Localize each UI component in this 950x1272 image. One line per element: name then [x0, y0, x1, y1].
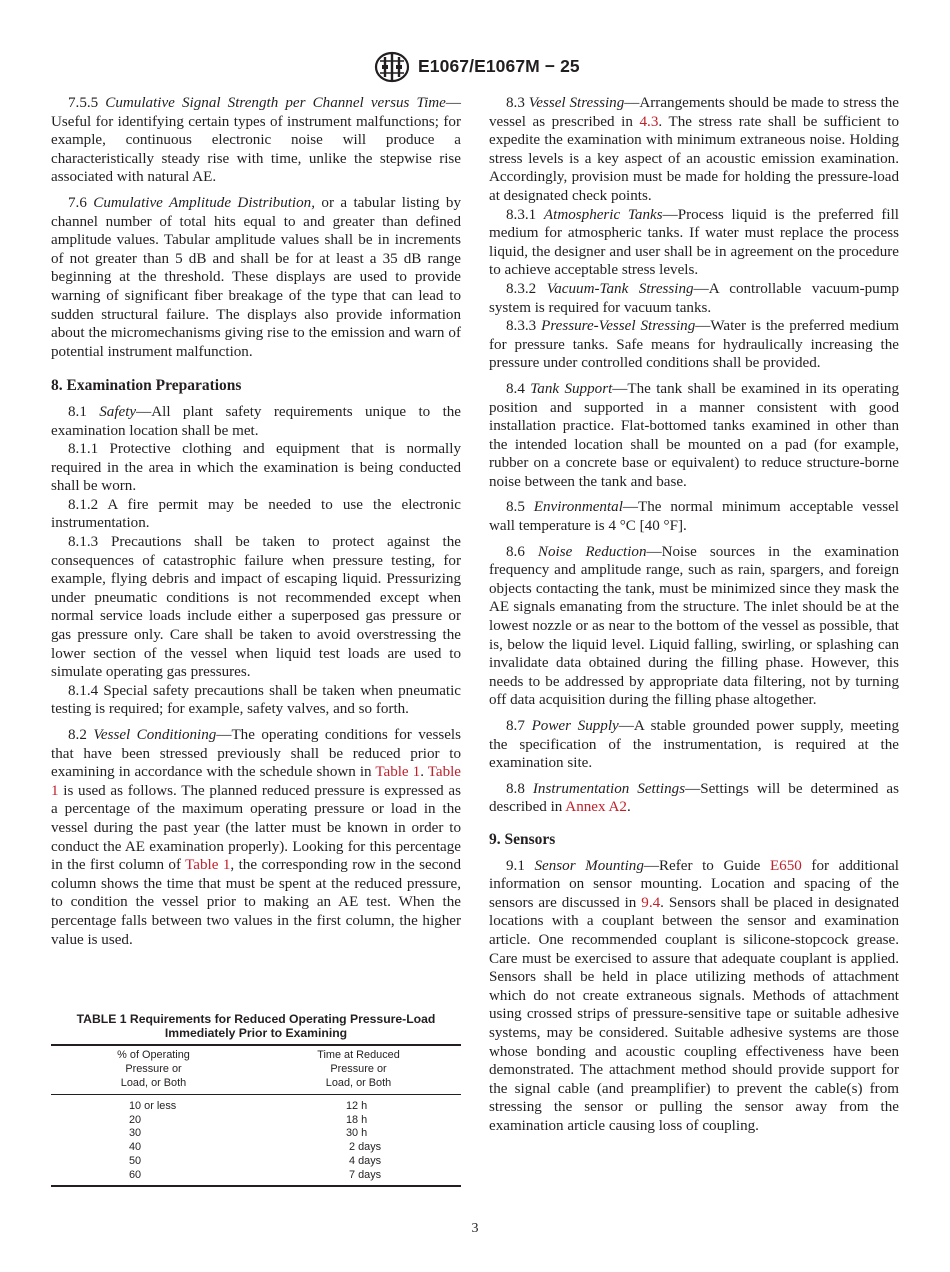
- table-row: 10 or less 12 h: [129, 1099, 368, 1112]
- table-1-link[interactable]: Table 1: [375, 764, 421, 781]
- paragraph-8-1-3: 8.1.3 Precautions shall be taken to protect against the consequences of catastrophic failure when pressure testing, for example, flying debris and impact of escaping liquid. Pressurizing under pneumatic conditions is not recommended except when normal service loads include either a superposed gas pressure or gas pressure only. Care shall be taken to avoid overstressing the lower section of the vessel when liquid test loads are used to simulate operating gas pressures.: [51, 534, 461, 681]
- e650-link[interactable]: E650: [769, 857, 802, 874]
- table-row: 50 4 days: [129, 1154, 382, 1167]
- section-4-3-link[interactable]: 4.3: [639, 113, 659, 130]
- paragraph-8-3-2: 8.3.2 Vacuum-Tank Stressing—A controllable vacuum-pump system is required for vacuum tanks.: [489, 280, 900, 316]
- paragraph-8-3-1: 8.3.1 Atmospheric Tanks—Process liquid is the preferred fill medium for atmospheric tanks. If water must replace the process liquid, the designer and user shall be in agreement on the procedure to achieve acceptable stress levels.: [489, 206, 899, 279]
- page-number: 3: [471, 1221, 479, 1236]
- paragraph-8-1: 8.1 Safety—All plant safety requirements unique to the examination location shall be met.: [51, 403, 462, 439]
- paragraph-8-1-2: 8.1.2 A fire permit may be needed to use the electronic instrumentation.: [51, 496, 461, 532]
- section-heading-8: 8. Examination Preparations: [51, 377, 242, 395]
- paragraph-8-1-4: 8.1.4 Special safety precautions shall be taken when pneumatic testing is required; for example, safety valves, and so forth.: [51, 682, 461, 718]
- table-1: [51, 1012, 461, 1187]
- paragraph-8-1-1: 8.1.1 Protective clothing and equipment that is normally required in the area in which the examination is being conducted shall be worn.: [51, 441, 461, 495]
- paragraph-8-7: 8.7 Power Supply—A stable grounded power supply, meeting the specification of the instrumentation, is required at the examination site.: [489, 718, 899, 772]
- table-row: 40 2 days: [129, 1141, 382, 1154]
- section-9-4-link[interactable]: 9.4: [641, 894, 661, 911]
- paragraph-8-8: 8.8 Instrumentation Settings—Settings will be determined as described in Annex A2.: [489, 780, 900, 816]
- astm-logo-icon: [374, 51, 410, 83]
- paragraph-9-1: 9.1 Sensor Mounting—Refer to Guide E650 for additional information on sensor mounting. Location and spacing of the sensors are discussed in 9.4. Sensors shall be placed in designated locations with a couplant between the sensor and examination article. One recommended couplant is silicone-stopcock grease. Care must be exercised to assure that adequate couplant is applied. Sensors shall be held in place utilizing methods of attachment which do not create extraneous signals. Methods of attachment using crossed strips of pressure-sensitive tape or suitable adhesive systems, may be considered. Suitable adhesive systems are those whose bonding and acoustic coupling effectiveness have been demonstrated. The attachment method should provide support for the signal cable (and preamplifier) to prevent the cable(s) from stressing the sensor or pulling the sensor away from the examination article causing loss of coupling.: [489, 857, 900, 1134]
- paragraph-8-6: 8.6 Noise Reduction—Noise sources in the examination frequency and amplitude range, such as rain, spargers, and foreign objects contacting the tank, must be minimized since they mask the AE signals emanating from the structure. The inlet should be at the lowest nozzle or as near to the bottom of the vessel as possible, that is, below the liquid level. Liquid falling, swirling, or splashing can invalidate data obtained during the filling phase. However, this needs to be addressed by appropriate data filtering, not by turning off data acquisition during the filling phase altogether.: [489, 543, 899, 709]
- paragraph-8-5: 8.5 Environmental—The normal minimum acceptable vessel wall temperature is 4 °C [40 °F].: [489, 499, 899, 535]
- paragraph-8-4: 8.4 Tank Support—The tank shall be examined in its operating position and supported in a manner consistent with good installation practice. Flat-bottomed tanks examined in other than the intended location shall be mounted on a pad (for example, rubber on a concrete base or equivalent) to reduce structure-borne noise between the tank and base.: [489, 380, 899, 490]
- document-id: E1067/E1067M − 25: [418, 56, 580, 76]
- table-1-link[interactable]: Table 1: [51, 764, 462, 799]
- paragraph-8-3: 8.3 Vessel Stressing—Arrangements should be made to stress the vessel as prescribed in 4.3. The stress rate shall be sufficient to expedite the examination with minimum extraneous noise. Holding stress levels is a key aspect of an acoustic emission examination. Accordingly, provision must be made for holding the pressure-load at designated check points.: [489, 95, 899, 204]
- right-column: [489, 94, 899, 1135]
- table-row: 20 18 h: [129, 1113, 368, 1126]
- column-header-time: Time at Reduced Pressure or Load, or Both: [256, 1045, 461, 1094]
- table-1-link[interactable]: Table 1: [185, 857, 231, 874]
- paragraph-7-6: 7.6 Cumulative Amplitude Distribution, or a tabular listing by channel number of total hits equal to and greater than defined amplitude values. Tabular amplitude values shall be in increments of not greater than 5 dB and shall be for at least a 35 dB range beginning at the threshold. These displays are used to provide warning of significant fiber breakage of the type that can lead to sudden structural failure. The displays also provide information about the micromechanisms giving rise to the emission and warn of potential instrument malfunction.: [51, 194, 461, 360]
- table-row: 30 30 h: [129, 1127, 368, 1140]
- requirements-table: [51, 1044, 461, 1186]
- section-heading-9: 9. Sensors: [489, 830, 556, 848]
- table-caption: TABLE 1 Requirements for Reduced Operating Pressure-Load Immediately Prior to Examining: [76, 1012, 436, 1041]
- column-header-pressure: % of Operating Pressure or Load, or Both: [51, 1045, 256, 1094]
- paragraph-8-2: 8.2 Vessel Conditioning—The operating conditions for vessels that have been stressed previously shall be reduced prior to examining in accordance with the schedule shown in Table 1. Table 1 is used as follows. The planned reduced pressure is expressed as a percentage of the maximum operating pressure or load in the vessel during the past year (the latter must be known in order to conduct the AE examination properly). Looking for this percentage in the first column of Table 1, the corresponding row in the second column shows the time that must be spent at the reduced pressure, to condition the vessel prior to making an AE test. When the percentage falls between two values in the first column, the higher value is used.: [51, 727, 462, 948]
- paragraph-8-3-3: 8.3.3 Pressure-Vessel Stressing—Water is the preferred medium for pressure tanks. Safe means for hydraulically increasing the pressure under controlled conditions shall be provided.: [489, 318, 899, 372]
- page-header: [0, 50, 950, 86]
- paragraph-7-5-5: 7.5.5 Cumulative Signal Strength per Channel versus Time—Useful for identifying certain types of instrument malfunctions; for example, continuous electronic noise will produce a characteristically steady rise with time, unlike the stepwise rise associated with natural AE.: [51, 95, 461, 186]
- annex-a2-link[interactable]: Annex A2: [565, 799, 627, 816]
- table-row: 60 7 days: [51, 1169, 461, 1186]
- left-column: [51, 94, 461, 949]
